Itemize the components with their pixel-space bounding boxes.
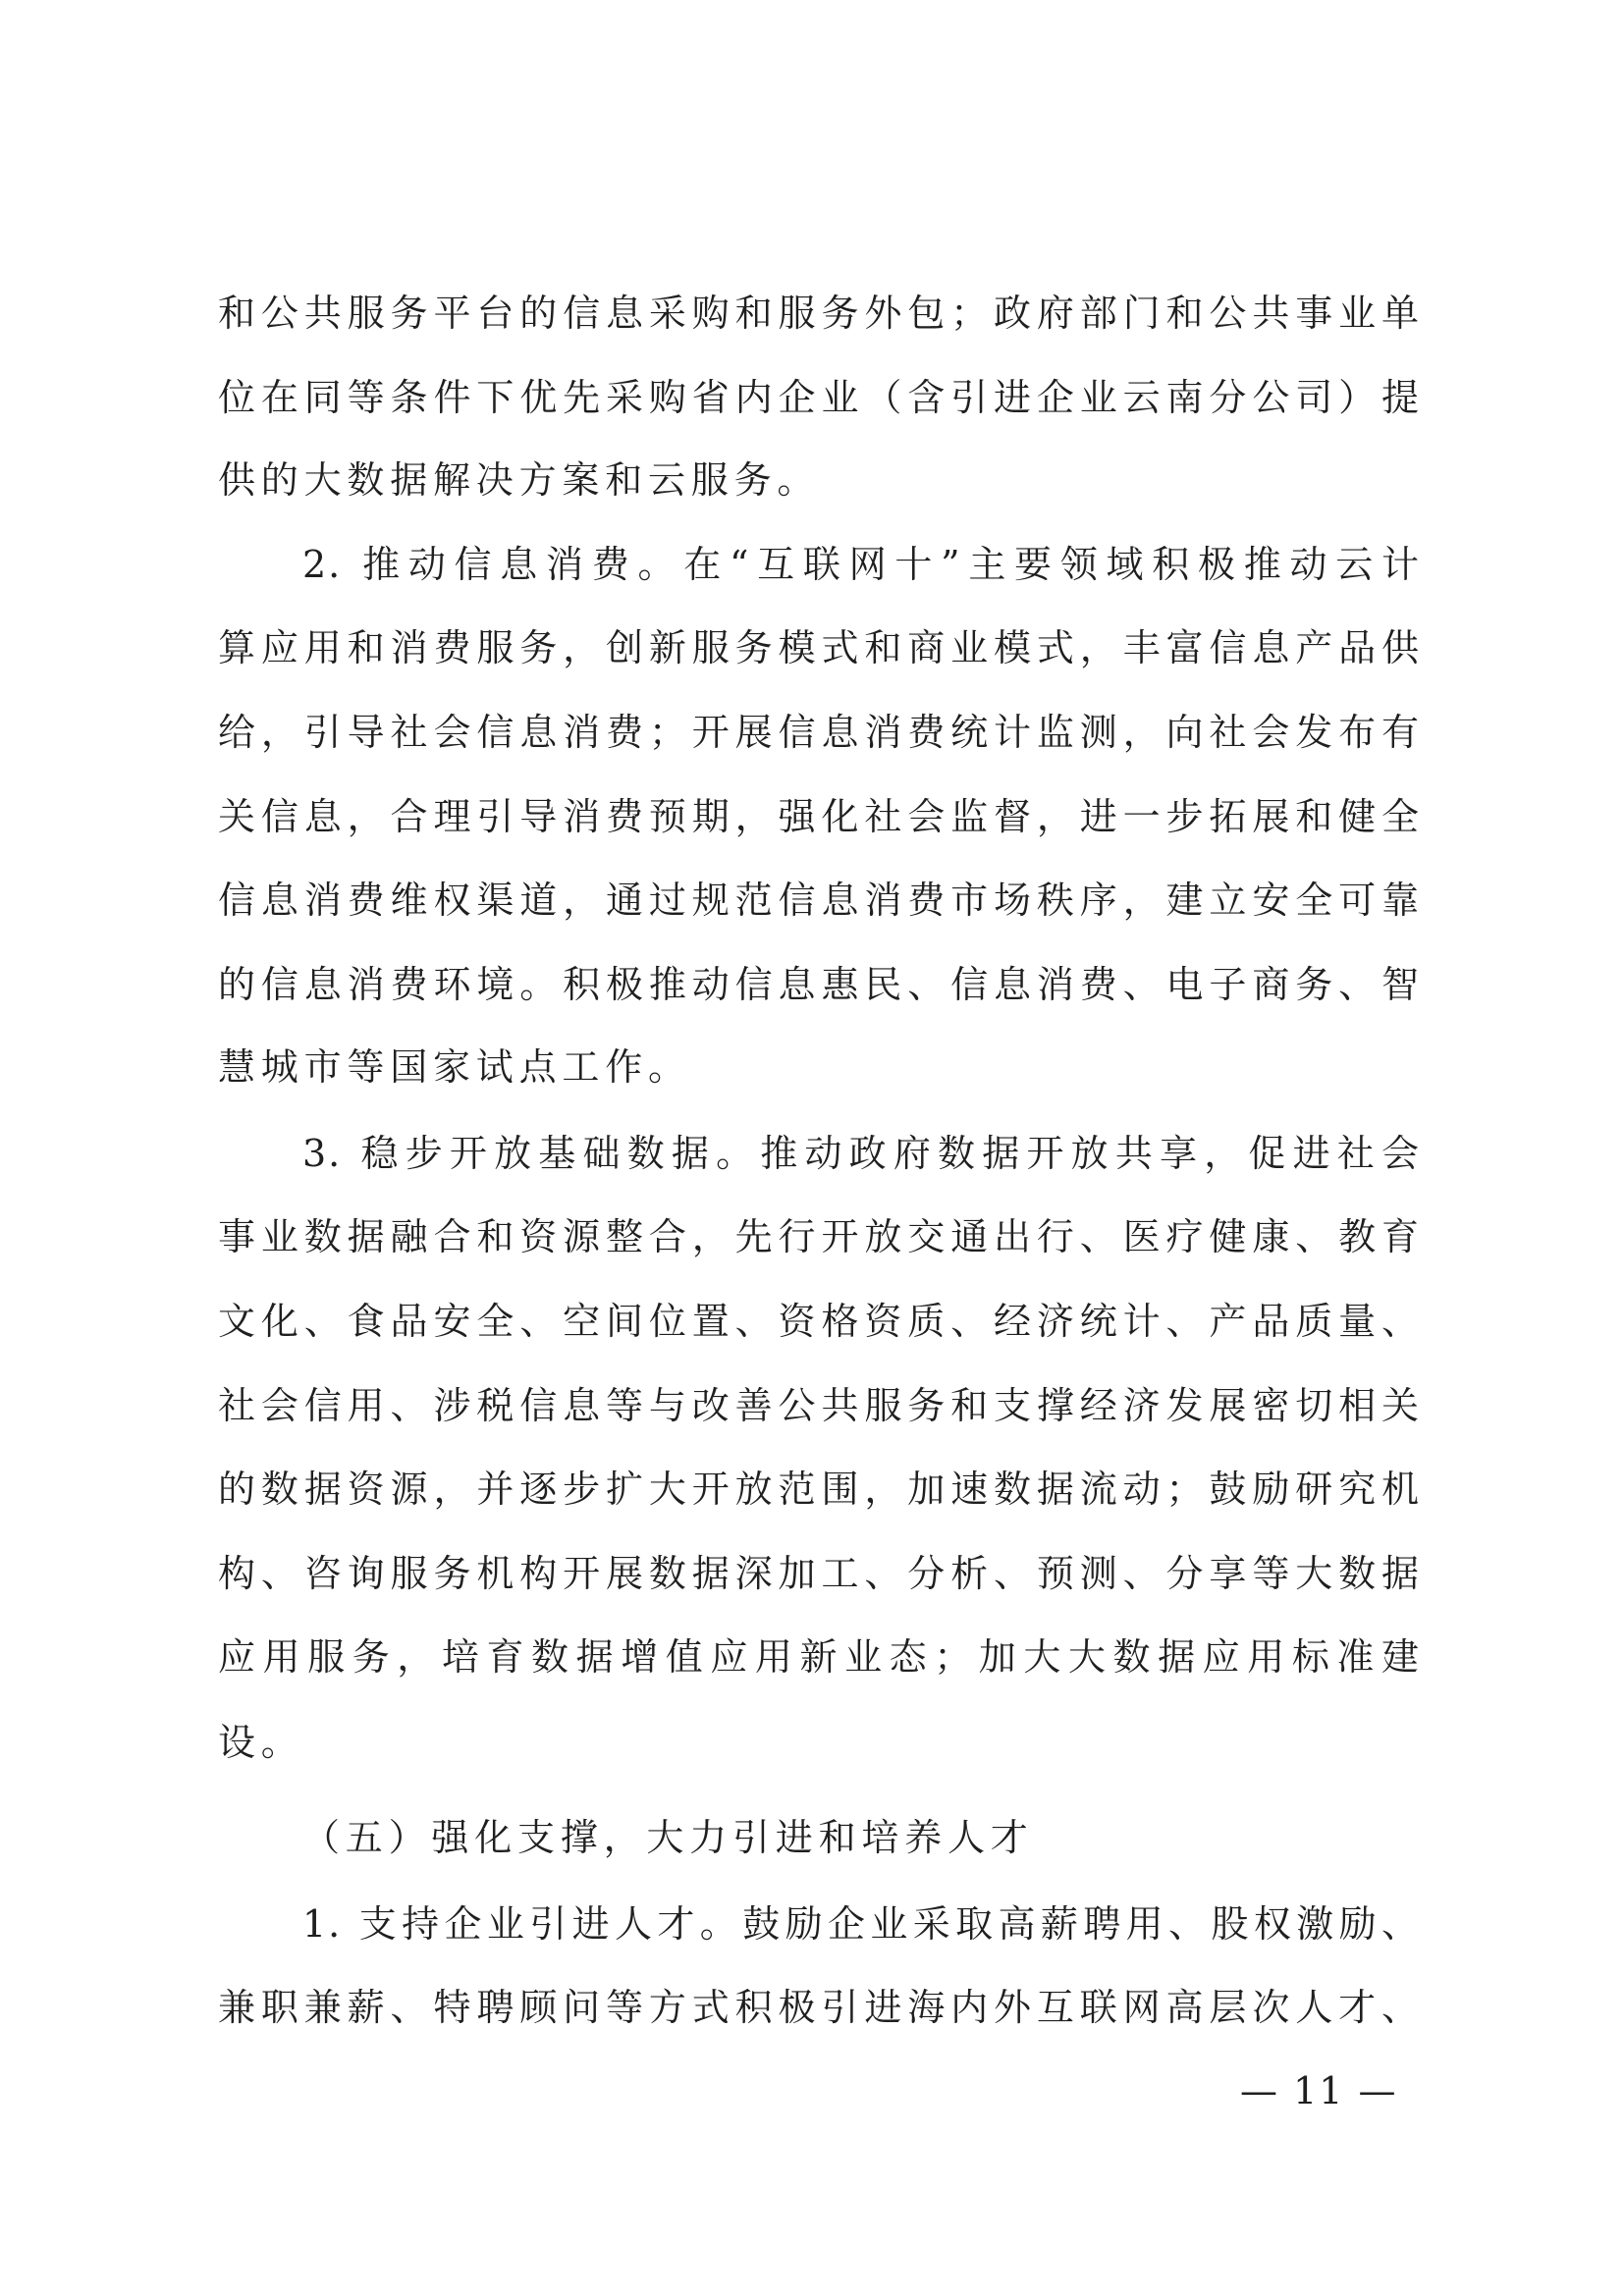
page-number: — 11 —: [1240, 2069, 1398, 2112]
text-line: 1. 支持企业引进人才。鼓励企业采取高薪聘用、股权激励、: [302, 1902, 1421, 1946]
text-line: 的数据资源，并逐步扩大开放范围，加速数据流动；鼓励研究机: [218, 1468, 1421, 1511]
text-line: 事业数据融合和资源整合，先行开放交通出行、医疗健康、教育: [218, 1215, 1421, 1258]
text-line: 算应用和消费服务，创新服务模式和商业模式，丰富信息产品供: [218, 626, 1421, 669]
text-line: 慧城市等国家试点工作。: [218, 1045, 691, 1089]
text-line: 关信息，合理引导消费预期，强化社会监督，进一步拓展和健全: [218, 795, 1421, 838]
section-heading: （五）强化支撑，大力引进和培养人才: [302, 1816, 1034, 1859]
text-line: 社会信用、涉税信息等与改善公共服务和支撑经济发展密切相关: [218, 1384, 1421, 1427]
text-line: 给，引导社会信息消费；开展信息消费统计监测，向社会发布有: [218, 711, 1421, 754]
text-line: 的信息消费环境。积极推动信息惠民、信息消费、电子商务、智: [218, 963, 1421, 1006]
text-line: 设。: [218, 1721, 304, 1764]
text-line: 位在同等条件下优先采购省内企业（含引进企业云南分公司）提: [218, 376, 1421, 419]
text-line: 3. 稳步开放基础数据。推动政府数据开放共享，促进社会: [302, 1132, 1421, 1175]
text-line: 2. 推动信息消费。在“互联网十”主要领域积极推动云计: [302, 543, 1421, 586]
text-line: 应用服务，培育数据增值应用新业态；加大大数据应用标准建: [218, 1635, 1421, 1679]
text-line: 供的大数据解决方案和云服务。: [218, 458, 821, 502]
text-line: 信息消费维权渠道，通过规范信息消费市场秩序，建立安全可靠: [218, 879, 1421, 922]
text-line: 构、咨询服务机构开展数据深加工、分析、预测、分享等大数据: [218, 1552, 1421, 1595]
text-line: 和公共服务平台的信息采购和服务外包；政府部门和公共事业单: [218, 292, 1421, 335]
text-line: 兼职兼薪、特聘顾问等方式积极引进海内外互联网高层次人才、: [218, 1986, 1421, 2029]
text-line: 文化、食品安全、空间位置、资格资质、经济统计、产品质量、: [218, 1300, 1421, 1343]
